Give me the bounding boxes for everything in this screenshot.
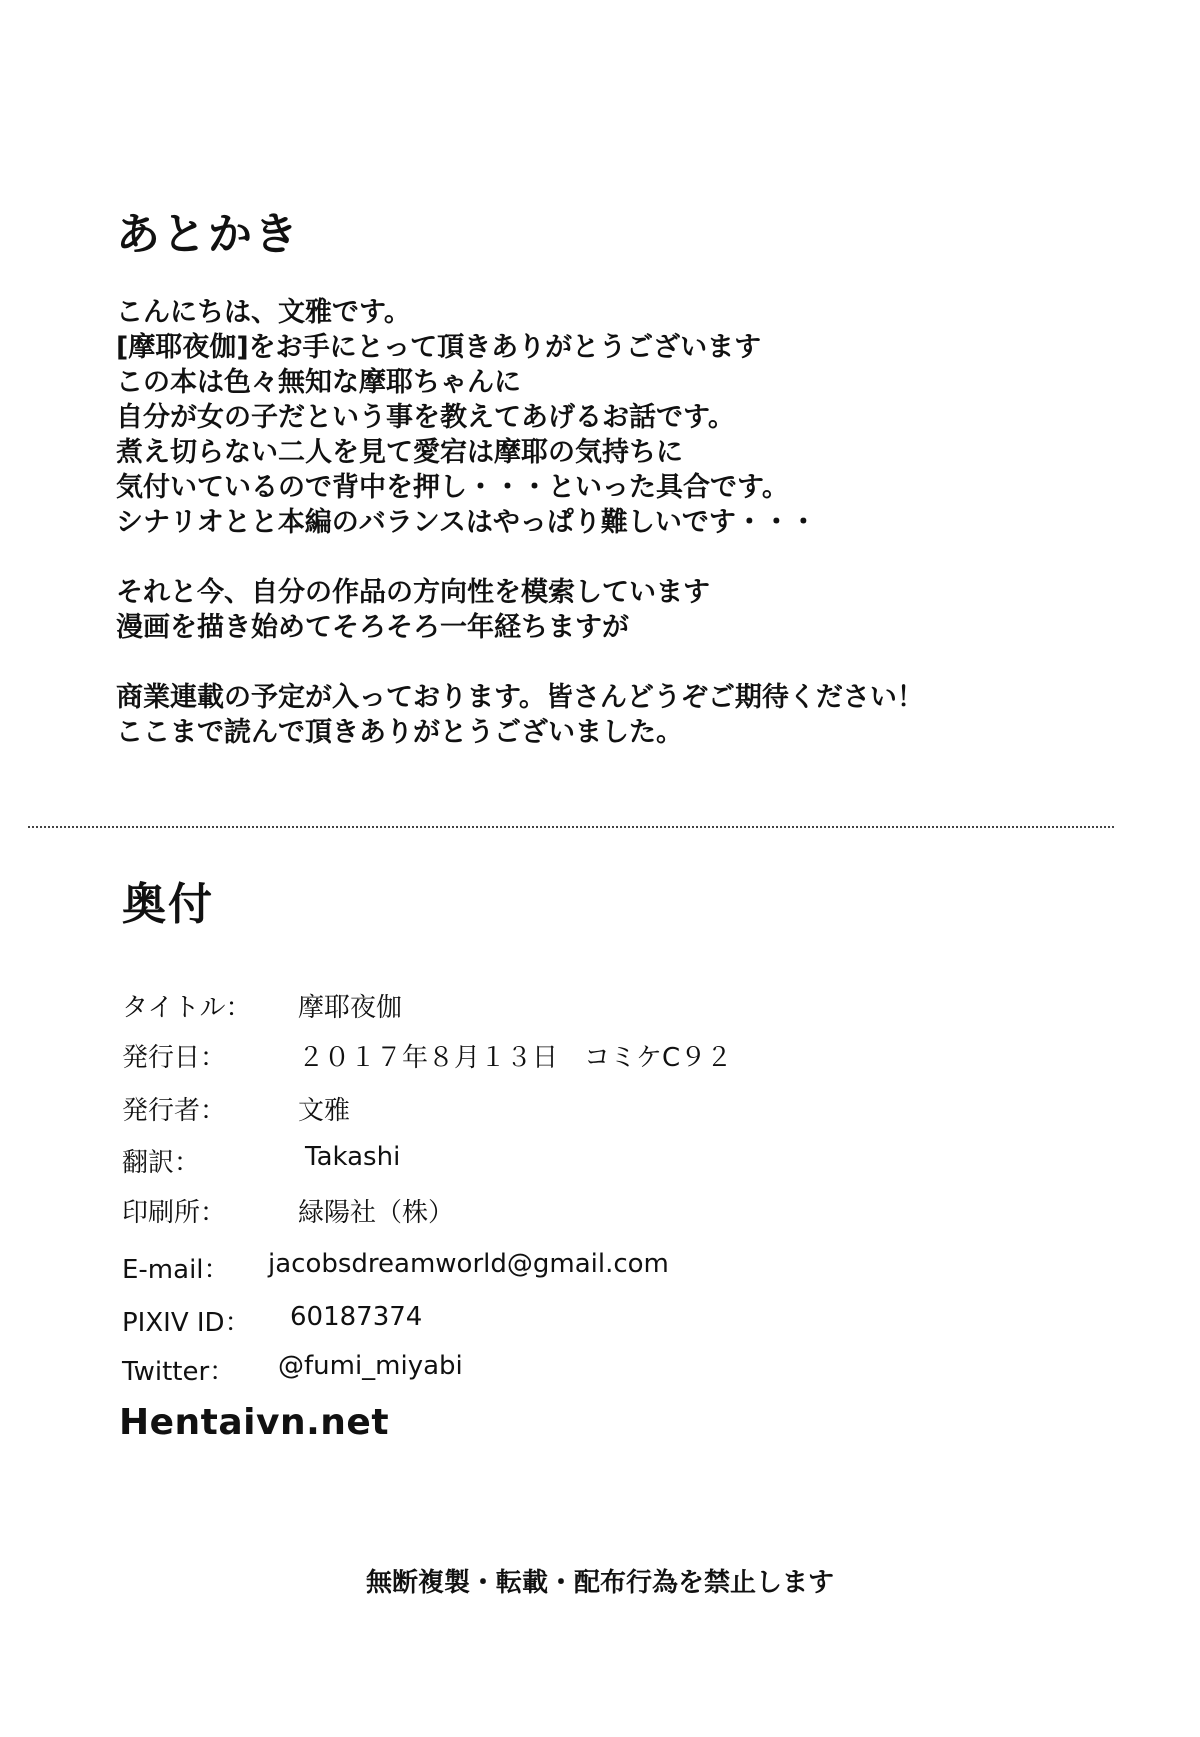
afterword-line: [摩耶夜伽]をお手にとって頂きありがとうございます bbox=[116, 332, 762, 363]
afterword-line: 気付いているので背中を押し・・・といった具合です。 bbox=[116, 472, 789, 503]
watermark-logo: Hentaivn.net bbox=[119, 1402, 390, 1443]
paragraph-gap bbox=[116, 645, 1116, 680]
email-link[interactable]: jacobsdreamworld@gmail.com bbox=[268, 1249, 669, 1279]
dotted-divider bbox=[28, 826, 1114, 828]
info-value: 摩耶夜伽 bbox=[298, 993, 403, 1023]
afterword-line: 自分が女の子だという事を教えてあげるお話です。 bbox=[116, 402, 735, 433]
info-label: 発行日： bbox=[122, 1043, 227, 1073]
afterword-line: 漫画を描き始めてそろそろ一年経ちますが bbox=[116, 612, 629, 643]
afterword-line: こんにちは、文雅です。 bbox=[116, 297, 411, 328]
afterword-line: シナリオとと本編のバランスはやっぱり難しいです・・・ bbox=[116, 507, 817, 538]
info-value: 緑陽社（株） bbox=[298, 1198, 455, 1228]
afterword-line: それと今、自分の作品の方向性を模索しています bbox=[116, 577, 710, 608]
info-value: Takashi bbox=[305, 1142, 401, 1172]
info-value: 60187374 bbox=[290, 1302, 423, 1332]
afterword-line: 商業連載の予定が入っております。皆さんどうぞご期待ください！ bbox=[116, 682, 924, 713]
info-label: Twitter： bbox=[122, 1357, 236, 1387]
paragraph-gap bbox=[116, 540, 1116, 575]
info-label: PIXIV ID： bbox=[122, 1308, 251, 1338]
info-label: タイトル： bbox=[122, 993, 252, 1023]
info-label: 印刷所： bbox=[122, 1198, 227, 1228]
info-value: ２０１７年８月１３日 コミケC９２ bbox=[298, 1043, 733, 1073]
afterword-heading: あとかき bbox=[116, 209, 300, 260]
info-value: 文雅 bbox=[298, 1096, 351, 1126]
info-label: 翻訳： bbox=[122, 1148, 201, 1178]
colophon-heading: 奥付 bbox=[122, 879, 214, 930]
afterword-line: 煮え切らない二人を見て愛宕は摩耶の気持ちに bbox=[116, 437, 683, 468]
afterword-body bbox=[116, 295, 1116, 750]
info-value: @fumi_miyabi bbox=[278, 1351, 463, 1381]
afterword-line: ここまで読んで頂きありがとうございました。 bbox=[116, 717, 683, 748]
info-label: 発行者： bbox=[122, 1096, 227, 1126]
copyright-notice: 無断複製・転載・配布行為を禁止します bbox=[365, 1568, 834, 1598]
afterword-line: この本は色々無知な摩耶ちゃんに bbox=[116, 367, 521, 398]
info-label: E-mail： bbox=[122, 1255, 230, 1285]
